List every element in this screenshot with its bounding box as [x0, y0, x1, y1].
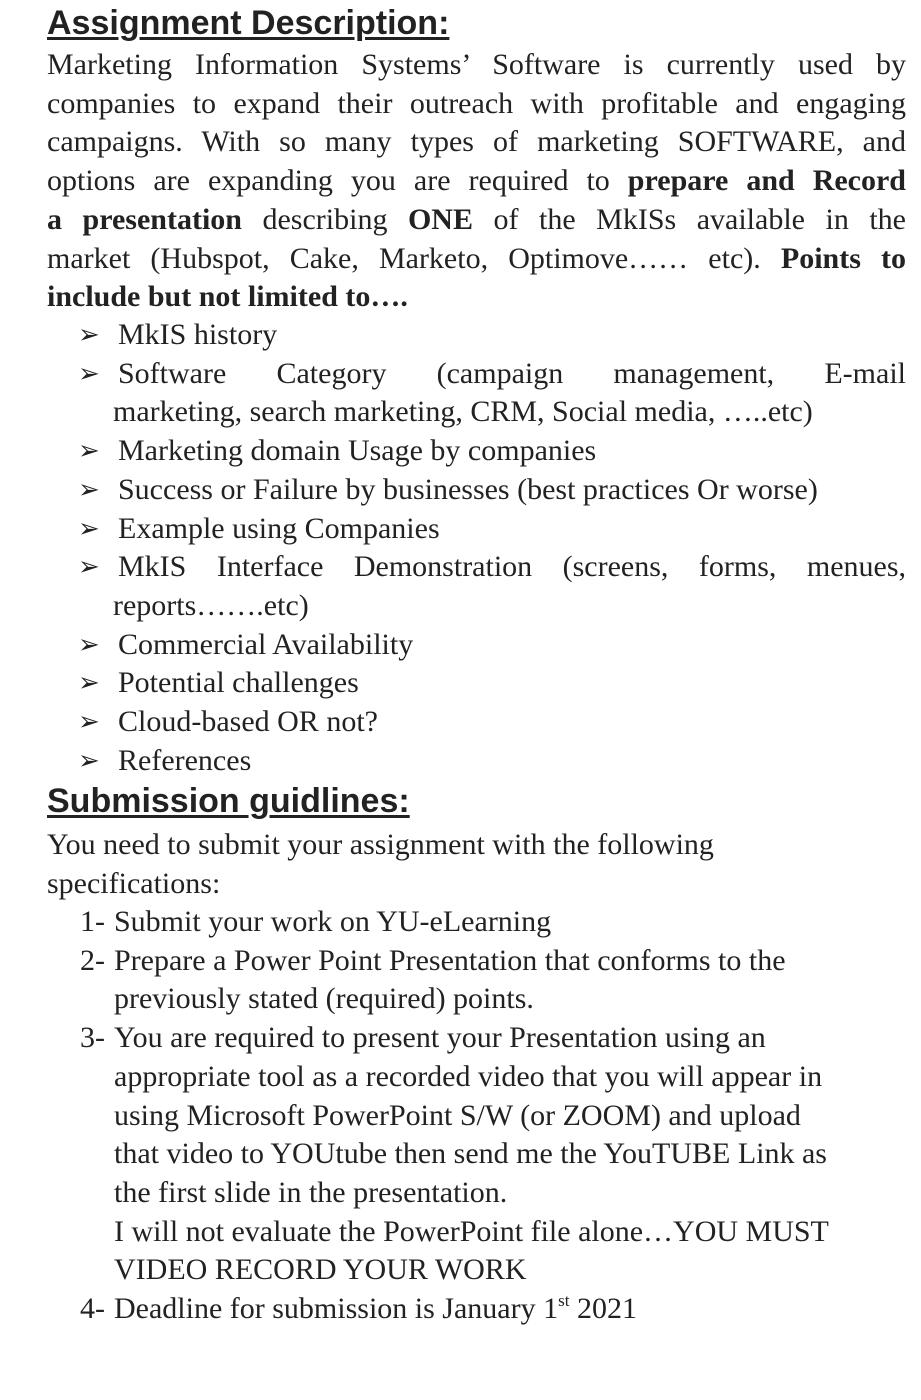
point-text: Cloud-based OR not?: [118, 705, 378, 739]
bold-text: a presentation: [47, 202, 242, 236]
step-text: the first slide in the presentation.: [114, 1175, 508, 1209]
point-text: Example using Companies: [118, 511, 440, 545]
step-tail: 2021: [569, 1292, 637, 1326]
point-text: References: [118, 743, 252, 777]
arrowhead-icon: ➢: [78, 668, 100, 699]
step-number: 1-: [80, 905, 105, 938]
text-run: companies to expand their outreach with profitable and engaging: [47, 86, 906, 120]
step-text: You are required to present your Presentation using an: [114, 1021, 766, 1055]
step-text: VIDEO RECORD YOUR WORK: [114, 1253, 527, 1287]
point-text: MkIS Interface Demonstration (screens, forms, menues,: [118, 550, 906, 584]
step-number: 4-: [80, 1292, 105, 1326]
bold-text: Points to: [780, 241, 907, 275]
point-item: [0, 471, 906, 510]
text-run: Marketing Information Systems’ Software is currently used by: [47, 48, 906, 81]
point-text: reports…….etc): [113, 588, 309, 622]
step-text: Submit your work on YU-eLearning: [114, 905, 552, 938]
text-run: options are expanding you are required to: [47, 164, 628, 198]
arrowhead-icon: ➢: [78, 320, 100, 350]
intro-line: You need to submit your assignment with the following: [47, 828, 714, 861]
step-number: 3-: [80, 1021, 105, 1055]
submission-steps: [0, 903, 906, 1329]
text-run: describing: [241, 202, 408, 236]
bold-text: prepare and Record: [627, 164, 906, 198]
arrowhead-icon: ➢: [78, 552, 100, 583]
step-item: [0, 1290, 906, 1329]
point-item: [0, 510, 906, 549]
paragraph-line: [47, 85, 906, 124]
step-text: I will not evaluate the PowerPoint file alone…YOU MUST: [114, 1214, 829, 1248]
text-run: of the MkISs available in the: [472, 202, 906, 236]
arrowhead-icon: ➢: [78, 707, 100, 738]
paragraph-line: [47, 201, 906, 240]
paragraph-line: [47, 240, 906, 279]
submission-heading: Submission guidlines:: [47, 782, 410, 820]
point-item: [0, 703, 906, 742]
point-text: marketing, search marketing, CRM, Social media, …..etc): [113, 395, 813, 429]
step-text: Deadline for submission is January 1st 2021: [114, 1291, 637, 1326]
points-list: [0, 316, 906, 780]
text-run: market (Hubspot, Cake, Marketo, Optimove…… etc).: [47, 241, 781, 275]
arrowhead-icon: ➢: [78, 436, 100, 467]
point-item: [0, 548, 906, 625]
step-text: appropriate tool as a recorded video that you will appear in: [114, 1059, 823, 1093]
point-item: [0, 355, 906, 432]
arrowhead-icon: ➢: [78, 513, 100, 544]
paragraph-line: [47, 162, 906, 201]
point-item: [0, 664, 906, 703]
point-item: [0, 742, 906, 781]
arrowhead-icon: ➢: [78, 745, 100, 776]
intro-line: specifications:: [47, 866, 221, 900]
point-text: Commercial Availability: [118, 627, 414, 661]
assignment-heading: Assignment Description:: [47, 4, 450, 42]
step-text: that video to YOUtube then send me the YouTUBE Link as: [114, 1137, 827, 1171]
point-text: MkIS history: [118, 318, 278, 351]
paragraph-line: [47, 278, 906, 317]
point-text: Marketing domain Usage by companies: [118, 434, 597, 468]
step-item: [0, 1019, 906, 1290]
arrowhead-icon: ➢: [78, 358, 100, 389]
bold-text: ONE: [407, 202, 473, 236]
point-text: Potential challenges: [118, 666, 359, 700]
submission-intro: [47, 826, 906, 903]
superscript: st: [558, 1291, 570, 1311]
step-text: using Microsoft PowerPoint S/W (or ZOOM) and upload: [114, 1098, 801, 1132]
step-item: [0, 942, 906, 1019]
assignment-description: [47, 46, 906, 317]
step-number: 2-: [80, 943, 105, 977]
step-text: Prepare a Power Point Presentation that conforms to the: [114, 943, 786, 977]
point-item: [0, 626, 906, 665]
point-text: Success or Failure by businesses (best practices Or worse): [118, 472, 818, 506]
point-item: [0, 432, 906, 471]
bold-text: include but not limited to….: [47, 280, 408, 314]
point-item: [0, 316, 906, 355]
paragraph-line: [47, 46, 906, 85]
text-run: campaigns. With so many types of marketing SOFTWARE, and: [47, 125, 906, 159]
step-item: [0, 903, 906, 942]
paragraph-line: [47, 123, 906, 162]
arrowhead-icon: ➢: [78, 629, 100, 660]
step-text: previously stated (required) points.: [114, 982, 534, 1016]
arrowhead-icon: ➢: [78, 474, 100, 505]
point-text: Software Category (campaign management, E-mail: [118, 356, 906, 390]
